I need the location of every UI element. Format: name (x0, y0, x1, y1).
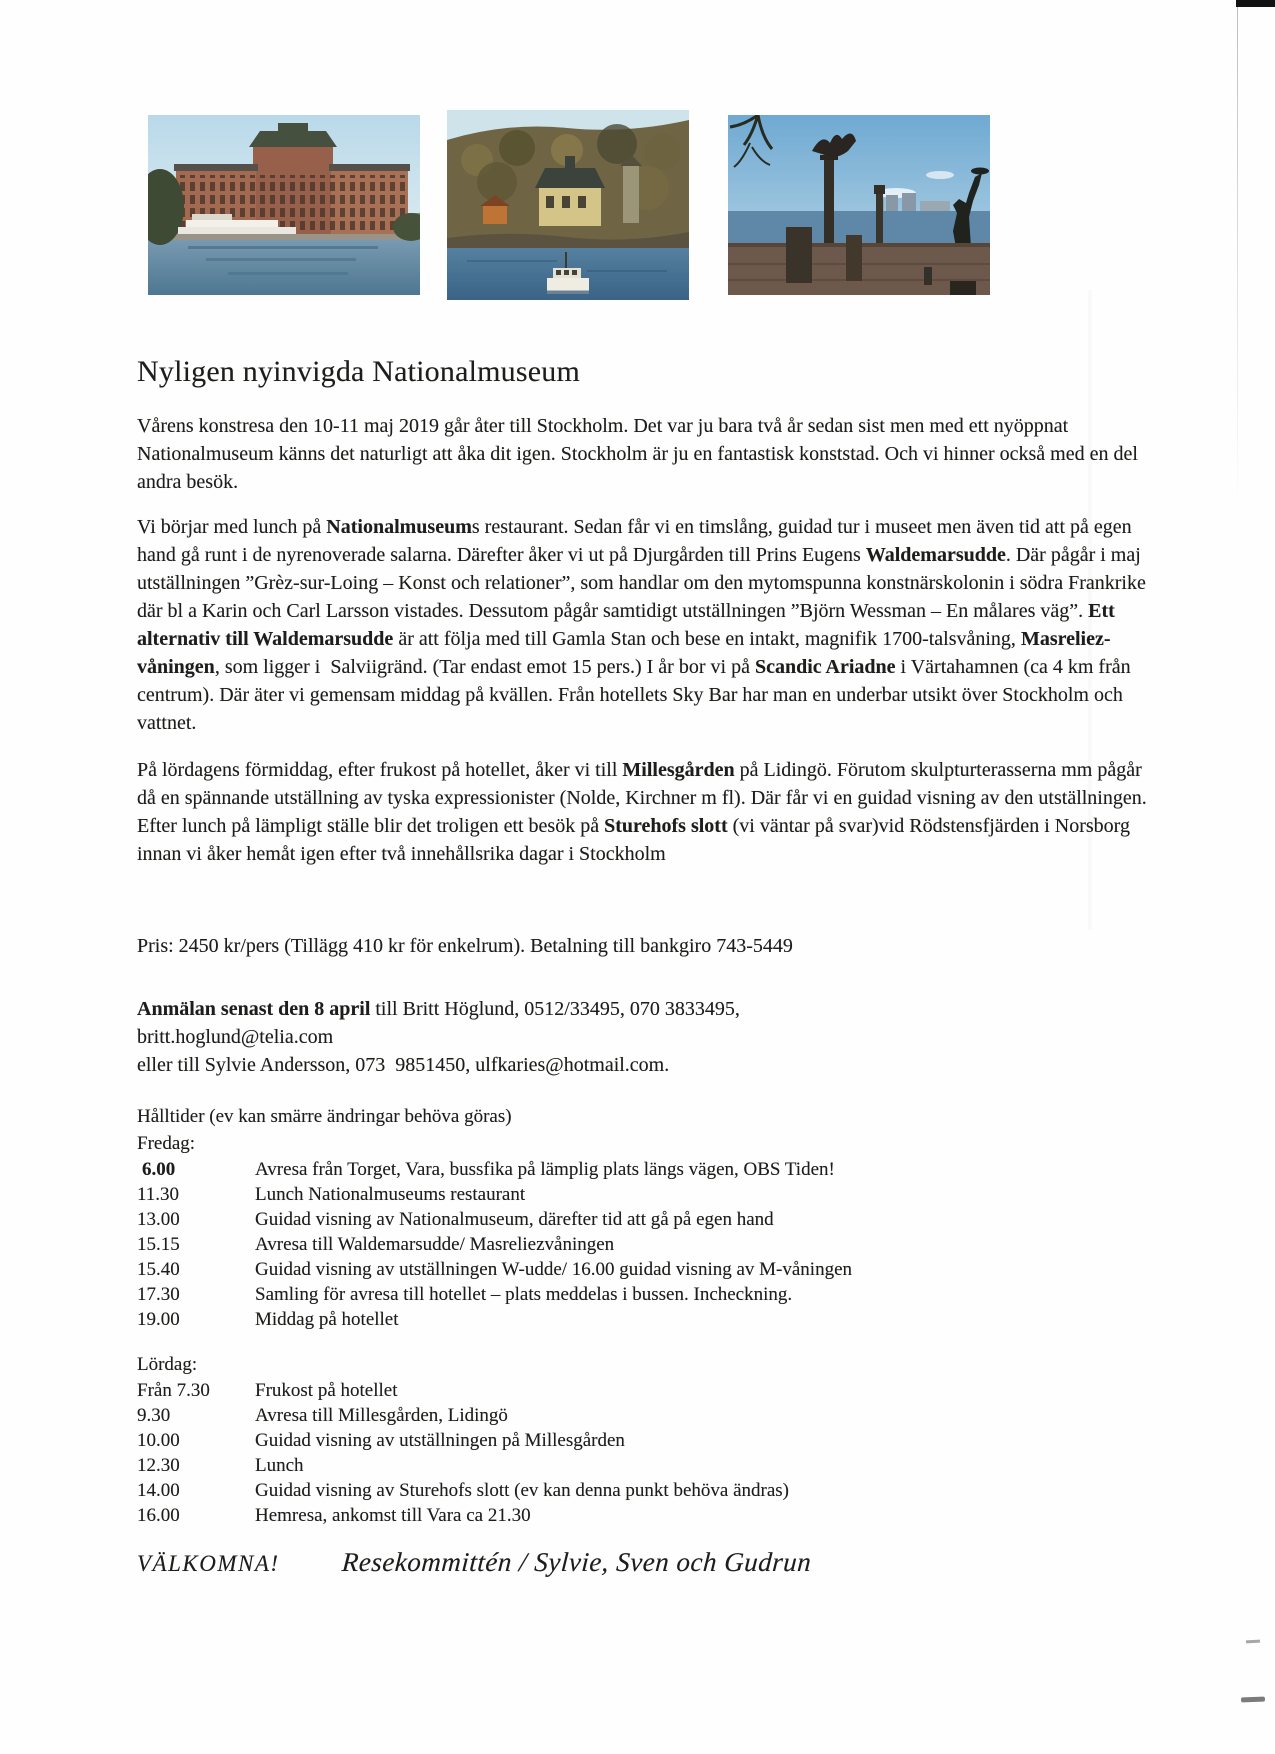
nationalmuseum-image (148, 115, 420, 295)
schedule-row (137, 1503, 1160, 1528)
schedule-description: Avresa till Millesgården, Lidingö (255, 1405, 508, 1426)
schedule-description: Avresa från Torget, Vara, bussfika på lämplig plats längs vägen, OBS Tiden! (255, 1159, 835, 1180)
schedule-row (137, 1428, 1160, 1453)
price-line: Pris: 2450 kr/pers (Tillägg 410 kr för enkelrum). Betalning till bankgiro 743-5449 (137, 935, 793, 957)
bold-alternativ: Ett alternativ till Waldemarsudde (137, 600, 1120, 650)
scan-artifact-vertical-line (1237, 7, 1238, 507)
paragraph-intro: Vårens konstresa den 10-11 maj 2019 går åter till Stockholm. Det var ju bara två år sedan sist men med ett nyöppnat Nationalmuseum känns det naturligt att åka dit igen. Stockholm är ju en fantastisk konststad. Och vi hinner också med en del andra besök. (137, 415, 1143, 493)
schedule-time: 12.30 (137, 1455, 180, 1476)
schedule-section (137, 1103, 1160, 1528)
photo-millesgarden (728, 115, 990, 295)
signature-row (137, 1547, 1160, 1578)
schedule-time: 14.00 (137, 1480, 180, 1501)
paragraph-program-saturday (137, 756, 1157, 868)
valkomna-text: VÄLKOMNA! (137, 1551, 280, 1576)
schedule-row (137, 1157, 1160, 1182)
text-run: Vi börjar med lunch på (137, 516, 327, 538)
schedule-row (137, 1378, 1160, 1403)
millesgarden-image (728, 115, 990, 295)
friday-label: Fredag: (137, 1133, 196, 1154)
bold-sturehofs-slott: Sturehofs slott (604, 815, 728, 837)
schedule-time: 6.00 (142, 1159, 176, 1180)
friday-rows (137, 1157, 1160, 1332)
photo-nationalmuseum (148, 115, 420, 295)
bold-nationalmuseum: Nationalmuseum (326, 516, 472, 538)
text-run: är att följa med till Gamla Stan och bese en intakt, magnifik 1700-talsvåning, (393, 628, 1021, 650)
schedule-row (137, 1182, 1160, 1207)
schedule-row (137, 1307, 1160, 1332)
text-run: , som ligger i Salviigränd. (Tar endast emot 15 pers.) I år bor vi på (214, 656, 755, 678)
scan-artifact-dash (1246, 1640, 1260, 1644)
schedule-description: Guidad visning av Sturehofs slott (ev kan denna punkt behöva ändras) (255, 1480, 789, 1501)
schedule-row (137, 1453, 1160, 1478)
schedule-description: Frukost på hotellet (255, 1380, 398, 1401)
schedule-description: Guidad visning av utställningen W-udde/ 16.00 guidad visning av M-våningen (255, 1259, 853, 1280)
schedule-row (137, 1403, 1160, 1428)
schedule-time: 16.00 (137, 1505, 180, 1526)
schedule-time: 15.15 (137, 1234, 180, 1255)
text-run: till Britt Höglund, 0512/33495, 070 3833495, (370, 998, 740, 1020)
schedule-heading: Hålltider (ev kan smärre ändringar behöva göras) (137, 1106, 512, 1127)
scan-artifact-streak (1088, 290, 1092, 930)
bold-anmalan-senast: Anmälan senast den 8 april (137, 998, 371, 1020)
schedule-description: Guidad visning av Nationalmuseum, därefter tid att gå på egen hand (255, 1209, 774, 1230)
schedule-description: Guidad visning av utställningen på Millesgården (255, 1430, 625, 1451)
saturday-rows (137, 1378, 1160, 1528)
page-title: Nyligen nyinvigda Nationalmuseum (137, 355, 580, 388)
saturday-label: Lördag: (137, 1354, 198, 1375)
schedule-time: Från 7.30 (137, 1380, 210, 1401)
schedule-row (137, 1232, 1160, 1257)
email-britt: britt.hoglund@telia.com (137, 1026, 334, 1048)
bold-masreliez: Masreliez-våningen (137, 628, 1111, 678)
bold-scandic-ariadne: Scandic Ariadne (754, 656, 896, 678)
schedule-row (137, 1207, 1160, 1232)
waldemarsudde-image (447, 110, 689, 300)
contact-sylvie: eller till Sylvie Andersson, 073 9851450, ulfkaries@hotmail.com. (137, 1054, 670, 1076)
text-run: s restaurant. Sedan får vi en timslång, guidad tur i museet men även tid att på egen hand gå runt i de nyrenoverade salarna. Därefter åker vi ut på Djurgården till Prins Eugens (137, 516, 1137, 566)
text-run: . Där pågår i maj utställningen ”Grèz-sur-Loing – Konst och relationer”, som handlar om den mytomspunna konstnärskolonin i södra Frankrike där bl a Karin och Carl Larsson vistades. Dessutom pågår samtidigt utställningen ”Björn Wessman – En målares väg”. (137, 544, 1151, 622)
schedule-time: 11.30 (137, 1184, 180, 1205)
text-run: På lördagens förmiddag, efter frukost på hotellet, åker vi till (137, 759, 623, 781)
bold-millesgarden: Millesgården (622, 759, 735, 781)
schedule-row (137, 1478, 1160, 1503)
photo-row (148, 115, 1160, 300)
paragraph-program-friday (137, 513, 1151, 737)
bold-waldemarsudde: Waldemarsudde (865, 544, 1006, 566)
schedule-description: Middag på hotellet (255, 1309, 399, 1330)
schedule-time: 19.00 (137, 1309, 180, 1330)
text-run: i Värtahamnen (ca 4 km från centrum). Där äter vi gemensam middag på kvällen. Från hotellets Sky Bar har man en underbar utsikt över Stockholm och vattnet. (137, 656, 1136, 734)
schedule-row (137, 1282, 1160, 1307)
committee-signature: Resekommittén / Sylvie, Sven och Gudrun (340, 1547, 813, 1577)
schedule-time: 10.00 (137, 1430, 180, 1451)
scan-artifact-smudge (1241, 1697, 1265, 1703)
schedule-description: Lunch Nationalmuseums restaurant (255, 1184, 526, 1205)
text-run: på Lidingö. Förutom skulpturterasserna mm pågår då en spännande utställning av tyska expressionister (Nolde, Kirchner m fl). Där får vi en guidad visning av den utställningen. Efter lunch på lämpligt ställe blir det troligen ett besök på (137, 759, 1157, 837)
schedule-description: Samling för avresa till hotellet – plats meddelas i bussen. Incheckning. (255, 1284, 793, 1305)
schedule-time: 9.30 (137, 1405, 171, 1426)
schedule-time: 15.40 (137, 1259, 180, 1280)
schedule-time: 13.00 (137, 1209, 180, 1230)
schedule-row (137, 1257, 1160, 1282)
schedule-description: Hemresa, ankomst till Vara ca 21.30 (255, 1505, 531, 1526)
text-run: (vi väntar på svar)vid Rödstensfjärden i Norsborg innan vi åker hemåt igen efter två innehållsrika dagar i Stockholm (137, 815, 1135, 865)
photo-waldemarsudde (447, 110, 689, 300)
scan-artifact-top-bar (1236, 0, 1275, 7)
schedule-time: 17.30 (137, 1284, 180, 1305)
schedule-description: Avresa till Waldemarsudde/ Masreliezvåningen (255, 1234, 615, 1255)
schedule-description: Lunch (255, 1455, 304, 1476)
registration-paragraph (137, 995, 1147, 1079)
